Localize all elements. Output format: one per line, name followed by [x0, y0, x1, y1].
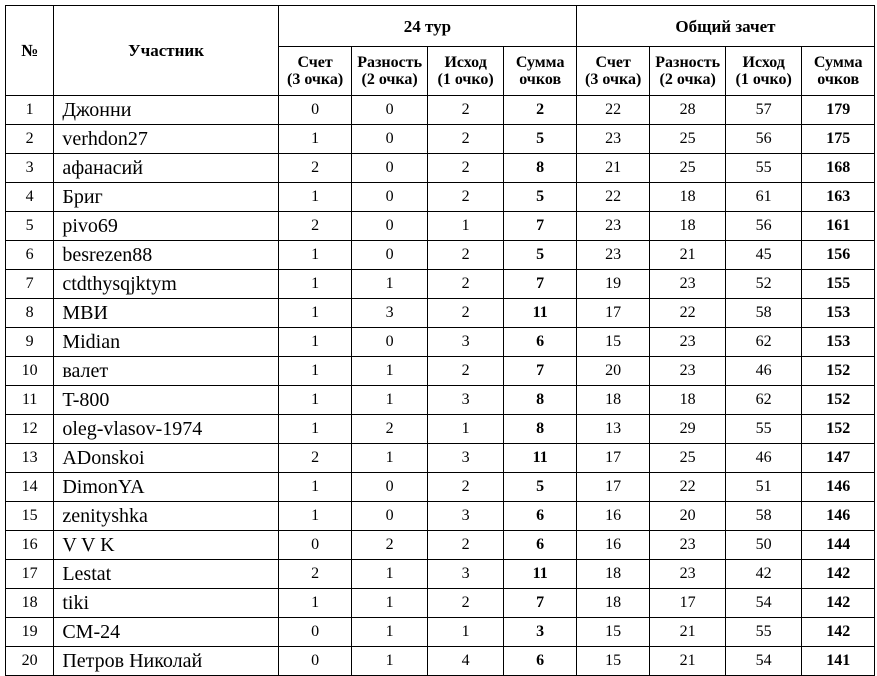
total-cell: 23 — [650, 531, 726, 560]
total-cell: 62 — [725, 328, 802, 357]
total-cell: 18 — [576, 560, 650, 589]
subheader-line: (3 очка) — [286, 71, 344, 88]
round-cell: 2 — [427, 357, 504, 386]
subheader-line: Сумма — [813, 54, 863, 71]
subheader-line: Счет — [595, 54, 631, 71]
participant-name: verhdon27 — [54, 125, 279, 154]
table-row — [6, 125, 875, 154]
row-number: 13 — [6, 444, 54, 473]
header-total: Общий зачет — [576, 6, 874, 47]
subheader-line: Исход — [742, 54, 785, 71]
round-cell: 2 — [427, 270, 504, 299]
round-cell: 7 — [504, 589, 577, 618]
round-cell: 0 — [352, 154, 428, 183]
subheader-line: Исход — [444, 54, 487, 71]
total-cell: 25 — [650, 154, 726, 183]
total-cell: 22 — [576, 183, 650, 212]
subheader-line: очков — [519, 71, 562, 88]
total-cell: 153 — [802, 328, 875, 357]
subheader-round-2 — [427, 47, 504, 96]
total-cell: 29 — [650, 415, 726, 444]
subheader-line: (2 очка) — [659, 71, 716, 88]
row-number: 12 — [6, 415, 54, 444]
round-cell: 1 — [278, 415, 352, 444]
row-number: 2 — [6, 125, 54, 154]
round-cell: 0 — [278, 96, 352, 125]
round-cell: 1 — [278, 270, 352, 299]
table-row — [6, 502, 875, 531]
participant-name: T-800 — [54, 386, 279, 415]
round-cell: 4 — [427, 647, 504, 676]
total-cell: 15 — [576, 647, 650, 676]
participant-name: V V K — [54, 531, 279, 560]
total-cell: 152 — [802, 357, 875, 386]
total-cell: 147 — [802, 444, 875, 473]
table-row — [6, 154, 875, 183]
total-cell: 16 — [576, 502, 650, 531]
total-cell: 20 — [650, 502, 726, 531]
total-cell: 45 — [725, 241, 802, 270]
total-cell: 15 — [576, 328, 650, 357]
total-cell: 161 — [802, 212, 875, 241]
round-cell: 5 — [504, 241, 577, 270]
row-number: 18 — [6, 589, 54, 618]
total-cell: 18 — [650, 183, 726, 212]
participant-name: Петров Николай — [54, 647, 279, 676]
subheader-round-3 — [504, 47, 577, 96]
header-participant: Участник — [54, 6, 279, 96]
participant-name: Lestat — [54, 560, 279, 589]
round-cell: 0 — [352, 328, 428, 357]
total-cell: 61 — [725, 183, 802, 212]
round-cell: 0 — [352, 241, 428, 270]
total-cell: 54 — [725, 647, 802, 676]
round-cell: 6 — [504, 502, 577, 531]
round-cell: 5 — [504, 183, 577, 212]
round-cell: 11 — [504, 444, 577, 473]
round-cell: 2 — [427, 183, 504, 212]
round-cell: 3 — [427, 444, 504, 473]
total-cell: 16 — [576, 531, 650, 560]
total-cell: 152 — [802, 415, 875, 444]
round-cell: 2 — [427, 589, 504, 618]
subheader-line: Счет — [297, 54, 333, 71]
row-number: 17 — [6, 560, 54, 589]
subheader-line: (1 очко) — [437, 71, 494, 88]
row-number: 5 — [6, 212, 54, 241]
row-number: 16 — [6, 531, 54, 560]
round-cell: 3 — [427, 560, 504, 589]
row-number: 19 — [6, 618, 54, 647]
round-cell: 2 — [427, 241, 504, 270]
table-row — [6, 473, 875, 502]
header-round: 24 тур — [278, 6, 576, 47]
round-cell: 2 — [427, 473, 504, 502]
round-cell: 0 — [352, 125, 428, 154]
participant-name: ctdthysqjktym — [54, 270, 279, 299]
round-cell: 0 — [352, 96, 428, 125]
total-cell: 142 — [802, 589, 875, 618]
round-cell: 6 — [504, 531, 577, 560]
total-cell: 18 — [650, 212, 726, 241]
round-cell: 1 — [278, 473, 352, 502]
participant-name: pivo69 — [54, 212, 279, 241]
round-cell: 3 — [427, 328, 504, 357]
round-cell: 1 — [278, 386, 352, 415]
total-cell: 57 — [725, 96, 802, 125]
participant-name: ADonskoi — [54, 444, 279, 473]
total-cell: 55 — [725, 154, 802, 183]
round-cell: 1 — [278, 241, 352, 270]
round-cell: 7 — [504, 270, 577, 299]
total-cell: 58 — [725, 299, 802, 328]
total-cell: 22 — [650, 473, 726, 502]
participant-name: Джонни — [54, 96, 279, 125]
participant-name: CM-24 — [54, 618, 279, 647]
table-row — [6, 415, 875, 444]
total-cell: 50 — [725, 531, 802, 560]
round-cell: 1 — [427, 415, 504, 444]
table-row — [6, 560, 875, 589]
round-cell: 1 — [352, 589, 428, 618]
round-cell: 11 — [504, 299, 577, 328]
round-cell: 3 — [427, 386, 504, 415]
round-cell: 1 — [278, 328, 352, 357]
participant-name: tiki — [54, 589, 279, 618]
participant-name: zenityshka — [54, 502, 279, 531]
round-cell: 0 — [352, 212, 428, 241]
total-cell: 55 — [725, 618, 802, 647]
round-cell: 1 — [352, 444, 428, 473]
subheader-line: (1 очко) — [735, 71, 792, 88]
table-row — [6, 183, 875, 212]
total-cell: 18 — [576, 386, 650, 415]
subheader-line: Разность — [655, 54, 721, 71]
row-number: 3 — [6, 154, 54, 183]
table-row — [6, 386, 875, 415]
table-row — [6, 270, 875, 299]
round-cell: 1 — [278, 183, 352, 212]
total-cell: 23 — [576, 125, 650, 154]
total-cell: 19 — [576, 270, 650, 299]
total-cell: 46 — [725, 444, 802, 473]
round-cell: 2 — [278, 212, 352, 241]
round-cell: 0 — [278, 618, 352, 647]
total-cell: 54 — [725, 589, 802, 618]
participant-name: besrezen88 — [54, 241, 279, 270]
table-row — [6, 647, 875, 676]
subheader-line: Сумма — [515, 54, 565, 71]
table-row — [6, 299, 875, 328]
round-cell: 3 — [352, 299, 428, 328]
round-cell: 11 — [504, 560, 577, 589]
subheader-line: очков — [817, 71, 860, 88]
row-number: 9 — [6, 328, 54, 357]
total-cell: 20 — [576, 357, 650, 386]
table-row — [6, 531, 875, 560]
total-cell: 13 — [576, 415, 650, 444]
total-cell: 141 — [802, 647, 875, 676]
round-cell: 3 — [427, 502, 504, 531]
total-cell: 17 — [576, 299, 650, 328]
round-cell: 1 — [278, 502, 352, 531]
total-cell: 55 — [725, 415, 802, 444]
total-cell: 163 — [802, 183, 875, 212]
row-number: 4 — [6, 183, 54, 212]
subheader-total-2 — [725, 47, 802, 96]
participant-name: валет — [54, 357, 279, 386]
row-number: 7 — [6, 270, 54, 299]
row-number: 11 — [6, 386, 54, 415]
total-cell: 18 — [650, 386, 726, 415]
total-cell: 18 — [576, 589, 650, 618]
total-cell: 23 — [576, 212, 650, 241]
round-cell: 7 — [504, 212, 577, 241]
round-cell: 5 — [504, 125, 577, 154]
round-cell: 1 — [352, 270, 428, 299]
round-cell: 2 — [504, 96, 577, 125]
subheader-round-0 — [278, 47, 352, 96]
round-cell: 3 — [504, 618, 577, 647]
round-cell: 2 — [278, 154, 352, 183]
round-cell: 2 — [352, 531, 428, 560]
standings-table — [5, 5, 875, 676]
round-cell: 0 — [278, 531, 352, 560]
round-cell: 7 — [504, 357, 577, 386]
total-cell: 52 — [725, 270, 802, 299]
participant-name: МВИ — [54, 299, 279, 328]
total-cell: 23 — [650, 560, 726, 589]
round-cell: 2 — [278, 560, 352, 589]
total-cell: 25 — [650, 125, 726, 154]
table-body — [6, 96, 875, 676]
round-cell: 2 — [427, 125, 504, 154]
round-cell: 0 — [352, 473, 428, 502]
total-cell: 15 — [576, 618, 650, 647]
round-cell: 2 — [427, 299, 504, 328]
row-number: 15 — [6, 502, 54, 531]
round-cell: 1 — [278, 125, 352, 154]
round-cell: 8 — [504, 415, 577, 444]
round-cell: 1 — [352, 618, 428, 647]
round-cell: 1 — [278, 589, 352, 618]
total-cell: 62 — [725, 386, 802, 415]
total-cell: 153 — [802, 299, 875, 328]
round-cell: 1 — [352, 560, 428, 589]
round-cell: 5 — [504, 473, 577, 502]
round-cell: 1 — [278, 357, 352, 386]
table-header — [6, 6, 875, 96]
round-cell: 2 — [427, 531, 504, 560]
row-number: 1 — [6, 96, 54, 125]
total-cell: 17 — [650, 589, 726, 618]
round-cell: 6 — [504, 647, 577, 676]
total-cell: 146 — [802, 502, 875, 531]
total-cell: 42 — [725, 560, 802, 589]
subheader-total-0 — [576, 47, 650, 96]
round-cell: 1 — [352, 357, 428, 386]
total-cell: 175 — [802, 125, 875, 154]
total-cell: 23 — [650, 328, 726, 357]
row-number: 10 — [6, 357, 54, 386]
total-cell: 22 — [576, 96, 650, 125]
subheader-line: (3 очка) — [585, 71, 642, 88]
participant-name: Бриг — [54, 183, 279, 212]
round-cell: 2 — [352, 415, 428, 444]
table-row — [6, 241, 875, 270]
total-cell: 25 — [650, 444, 726, 473]
total-cell: 23 — [650, 270, 726, 299]
row-number: 8 — [6, 299, 54, 328]
round-cell: 1 — [352, 386, 428, 415]
subheader-round-1 — [352, 47, 428, 96]
total-cell: 51 — [725, 473, 802, 502]
round-cell: 0 — [352, 502, 428, 531]
total-cell: 22 — [650, 299, 726, 328]
round-cell: 6 — [504, 328, 577, 357]
subheader-total-1 — [650, 47, 726, 96]
round-cell: 1 — [427, 618, 504, 647]
round-cell: 8 — [504, 386, 577, 415]
row-number: 14 — [6, 473, 54, 502]
round-cell: 8 — [504, 154, 577, 183]
total-cell: 23 — [650, 357, 726, 386]
table-row — [6, 589, 875, 618]
round-cell: 0 — [352, 183, 428, 212]
round-cell: 2 — [427, 96, 504, 125]
total-cell: 152 — [802, 386, 875, 415]
subheader-line: (2 очка) — [361, 71, 418, 88]
total-cell: 168 — [802, 154, 875, 183]
total-cell: 21 — [650, 618, 726, 647]
total-cell: 21 — [650, 647, 726, 676]
total-cell: 56 — [725, 212, 802, 241]
participant-name: DimonYA — [54, 473, 279, 502]
total-cell: 28 — [650, 96, 726, 125]
total-cell: 58 — [725, 502, 802, 531]
total-cell: 21 — [576, 154, 650, 183]
table-row — [6, 357, 875, 386]
total-cell: 156 — [802, 241, 875, 270]
total-cell: 142 — [802, 560, 875, 589]
total-cell: 21 — [650, 241, 726, 270]
participant-name: oleg-vlasov-1974 — [54, 415, 279, 444]
total-cell: 146 — [802, 473, 875, 502]
table-row — [6, 328, 875, 357]
table-row — [6, 618, 875, 647]
table-row — [6, 96, 875, 125]
participant-name: Midian — [54, 328, 279, 357]
table-row — [6, 212, 875, 241]
round-cell: 0 — [278, 647, 352, 676]
total-cell: 23 — [576, 241, 650, 270]
total-cell: 17 — [576, 473, 650, 502]
header-num: № — [6, 6, 54, 96]
subheader-line: Разность — [357, 54, 423, 71]
round-cell: 1 — [352, 647, 428, 676]
total-cell: 142 — [802, 618, 875, 647]
participant-name: афанасий — [54, 154, 279, 183]
round-cell: 2 — [278, 444, 352, 473]
round-cell: 1 — [427, 212, 504, 241]
round-cell: 1 — [278, 299, 352, 328]
row-number: 20 — [6, 647, 54, 676]
subheader-total-3 — [802, 47, 875, 96]
table-row — [6, 444, 875, 473]
total-cell: 56 — [725, 125, 802, 154]
total-cell: 179 — [802, 96, 875, 125]
row-number: 6 — [6, 241, 54, 270]
total-cell: 144 — [802, 531, 875, 560]
total-cell: 155 — [802, 270, 875, 299]
round-cell: 2 — [427, 154, 504, 183]
total-cell: 46 — [725, 357, 802, 386]
total-cell: 17 — [576, 444, 650, 473]
